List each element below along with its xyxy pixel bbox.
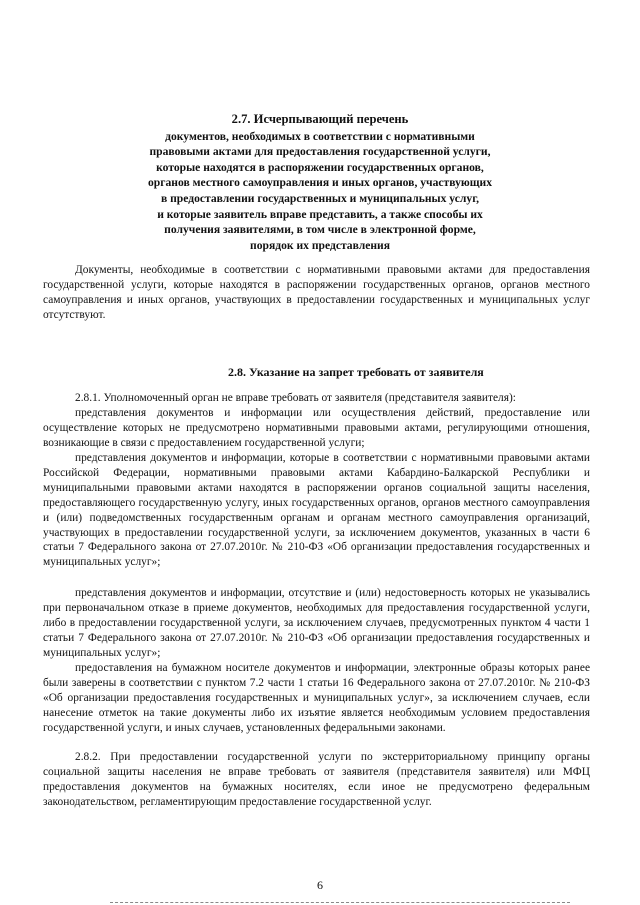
section-2-7-paragraph: Документы, необходимые в соответствии с нормативными правовыми актами для предоставления государственной услуги, которые находятся в распоряжении государственных органов, органов местного самоуправления и иных органов, участвующих в предоставлении государственных и муниципальных услуг отсутствуют.: [43, 264, 590, 321]
list-item-4: предоставления на бумажном носителе документов и информации, электронные образы которых ранее были заверены в соответствии с пунктом 7.2 части 1 статьи 16 Федерального закона от 27.07.2010г. № 210-ФЗ «Об организации предоставления государственных и муниципальных услуг», за исключением случаев, если нанесение отметок на такие документы либо их изъятие является необходимым условием предоставления государственной услуги, и иных случаев, установленных федеральными законами.: [43, 662, 590, 734]
title-line: которые находятся в распоряжении государственных органов,: [156, 160, 484, 174]
page-number: 6: [317, 878, 323, 892]
title-line: и которые заявитель вправе представить, а также способы их: [157, 207, 483, 221]
title-line: 2.7. Исчерпывающий перечень: [231, 112, 409, 126]
section-2-8-heading: 2.8. Указание на запрет требовать от заявителя: [228, 365, 484, 379]
title-line: получения заявителями, в том числе в электронной форме,: [164, 223, 476, 237]
section-2-7-title: [118, 112, 522, 253]
title-line: органов местного самоуправления и иных органов, участвующих: [147, 176, 493, 190]
title-line: правовыми актами для предоставления государственной услуги,: [149, 145, 491, 159]
list-item-2: представления документов и информации, которые в соответствии с нормативными правовыми актами Российской Федерации, нормативными правовыми актами Кабардино-Балкарской Республики и муниципальными правовыми актами находятся в распоряжении органов социальной защиты населения, предоставляющего государственную услугу, иных государственных органов, органов местного самоуправления и (или) подведомственных государственным органам и органам местного самоуправления организаций, участвующих в предоставлении государственной услуги, за исключением документов, указанных в части 6 статьи 7 Федерального закона от 27.07.2010г. № 210-ФЗ «Об организации предоставления государственных и муниципальных услуг»;: [43, 452, 590, 569]
list-item-1: представления документов и информации или осуществления действий, предоставление или осуществление которых не предусмотрено нормативными правовыми актами, регулирующими отношения, возникающие в связи с предоставлением государственной услуги;: [43, 407, 590, 449]
list-item-3: представления документов и информации, отсутствие и (или) недостоверность которых не указывались при первоначальном отказе в приеме документов, необходимых для предоставления государственной услуги, либо в предоставлении государственной услуги, за исключением случаев, предусмотренных пунктом 4 части 1 статьи 7 Федерального закона от 27.07.2010г. № 210-ФЗ «Об организации предоставления государственных и муниципальных услуг»;: [43, 587, 590, 659]
title-line: в предоставлении государственных и муниципальных услуг,: [160, 191, 480, 205]
paragraph-2-8-1: 2.8.1. Уполномоченный орган не вправе требовать от заявителя (представителя заявителя):: [75, 392, 516, 404]
footer-divider: [110, 902, 570, 903]
title-line: порядок их представления: [250, 238, 390, 252]
title-line: документов, необходимых в соответствии с нормативными: [165, 129, 475, 143]
paragraph-2-8-2: 2.8.2. При предоставлении государственной услуги по экстерриториальному принципу органы социальной защиты населения не вправе требовать от заявителя (представителя заявителя) или МФЦ предоставления документов на бумажных носителях, если иное не предусмотрено федеральным законодательством, регламентирующим предоставление государственной услуг.: [43, 751, 590, 808]
